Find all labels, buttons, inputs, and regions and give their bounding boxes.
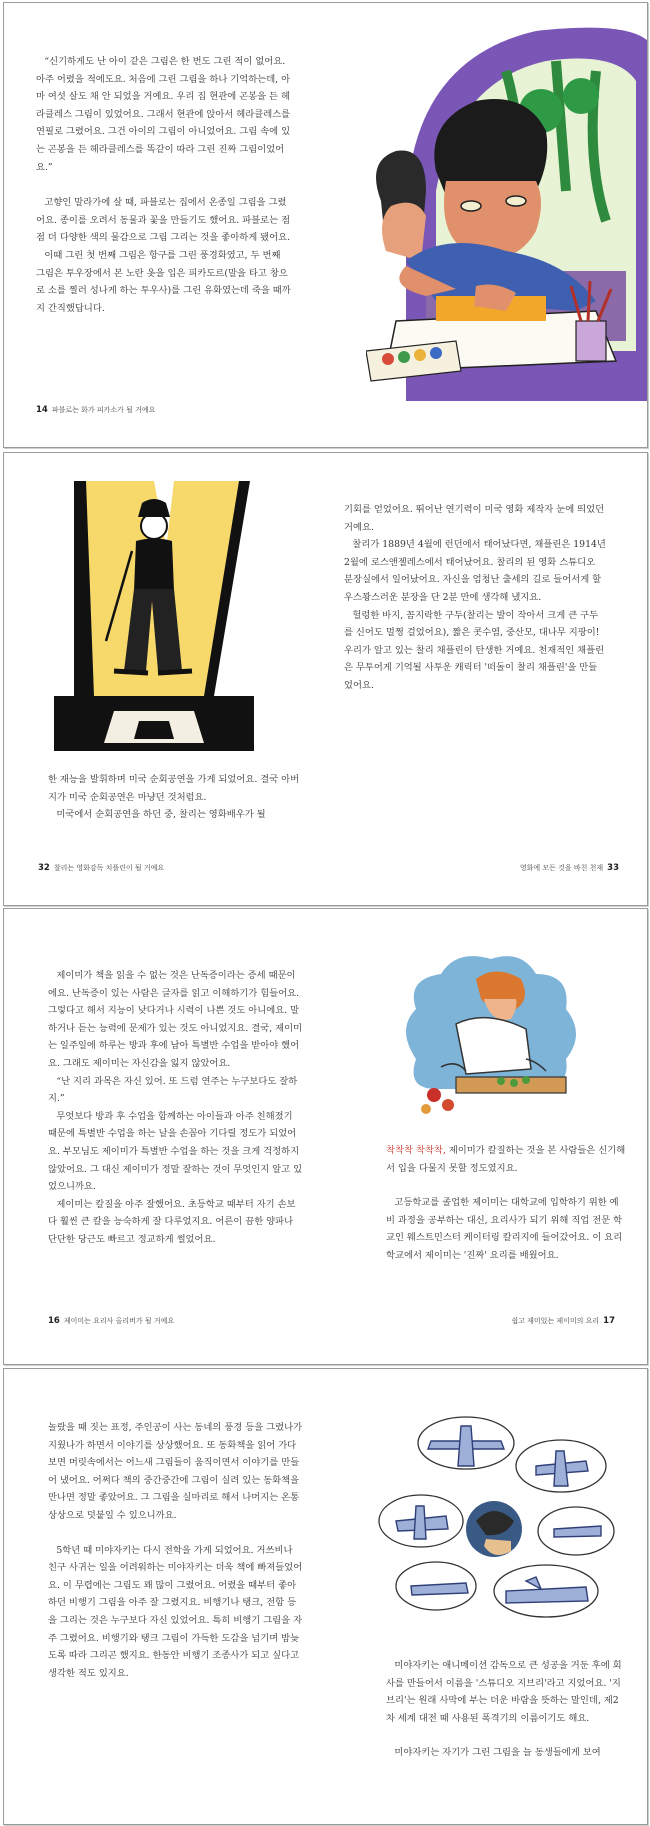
- running-title: 파블로는 화가 피카소가 될 거예요: [51, 406, 156, 414]
- body-text-right: [386, 1657, 626, 1762]
- running-title: 제이미는 요리사 올리버가 될 거예요: [63, 1317, 175, 1325]
- page-folio-left: [34, 863, 164, 873]
- page-folio-right: [511, 1316, 619, 1326]
- page-folio: [32, 405, 155, 415]
- paragraph: 놀랐을 때 짓는 표정, 주인공이 사는 동네의 풍경 등을 그렸나가 지웠나가 하면서 이야기를 상상했어요. 또 동화책을 읽어 가다 보면 머릿속에서는 어느새 그림들이 움직이면서 이야기를 만들어 냈어요. 어쩌다 책의 중간중간에 그림이 실려 있는 동화책을 만나면 정말 좋았어요. 그 그림을 실마리로 해서 나머지는 온통 상상으로 덧붙일 수 있으니까요.: [48, 1422, 303, 1521]
- paragraph: 미국에서 순회공연을 하던 중, 찰리는 영화배우가 될: [56, 809, 266, 821]
- body-text: [36, 53, 291, 317]
- running-title: 영화에 모든 것을 바친 천재: [519, 864, 604, 872]
- running-title: 찰리는 영화감독 치플린이 될 거예요: [53, 864, 165, 872]
- book-spread-miyazaki: [3, 1368, 648, 1825]
- page-number: 16: [48, 1316, 60, 1326]
- paragraph: 기회를 얻었어요. 뛰어난 연기력이 미국 영화 제작자 눈에 띄었던 거예요.: [344, 504, 605, 533]
- paragraph: 5학년 때 미야자키는 다시 전학을 가게 되었어요. 거쓰비나 친구 사귀는 일을 어려워하는 미야자키는 더욱 책에 빠져들었어요. 이 무렵에는 그림도 꽤 많이 그렸어요. 어렸을 때부터 좋아하던 비행기 그림을 아주 잘 그렸지요. 비행기나 탱크, 전함 등을 그리는 것은 누구보다 자신 있었어요. 특히 비행기 그림을 자주 그렸어요. 비행기와 탱크 그림이 가득한 도감을 넘기며 밤늦도록 따라 그리곤 했지요. 한동안 비행기 조종사가 되고 싶다고 생각한 적도 있지요.: [48, 1544, 303, 1679]
- paragraph: 미야자키는 애니메이션 감독으로 큰 성공을 거둔 후에 회사를 만들어서 이름을 '스튜디오 지브리'라고 지었어요. '지브리'는 원래 사막에 부는 더운 바람을 뜻하는 말인데, 제2차 세계 대전 때 사용된 폭격기의 이름이기도 해요.: [386, 1660, 622, 1724]
- paragraph: 무엇보다 방과 후 수업을 함께하는 아이들과 아주 친해졌기 때문에 특별반 수업을 하는 날을 손꼽아 기다릴 정도가 되었어요. 부모님도 제이미가 특별반 수업을 하는 것을 크게 걱정하지 않았어요. 그 대신 제이미가 정말 잘하는 것이 무엇인지 알고 있었으니까요.: [48, 1110, 303, 1193]
- paragraph: 제이미가 책을 읽을 수 없는 것은 난독증이라는 증세 때문이에요. 난독증이 있는 사람은 글자를 읽고 이해하기가 힘들어요. 그렇다고 해서 지능이 낮다거나 시력이 나쁜 것도 아니에요. 말하거나 듣는 능력에 문제가 있는 것도 아니었지요. 결국, 제이미는 일주일에 하루는 방과 후에 남아 특별반 수업을 받아야 했어요. 그래도 제이미는 자신감을 잃지 않았어요.: [48, 970, 303, 1069]
- book-spread-picasso: [3, 2, 648, 448]
- paragraph: 미야자키는 자기가 그린 그림을 늘 동생들에게 보여: [394, 1747, 601, 1759]
- page-number: 14: [36, 405, 48, 415]
- body-text-right: [344, 501, 606, 695]
- page-number: 32: [38, 863, 50, 873]
- paragraph: 고등학교를 졸업한 제이미는 대학교에 입학하기 위한 예비 과정을 공부하는 대신, 요리사가 되기 위해 직업 전문 학교인 웨스트민스터 케이터링 칼리지에 들어갔어요. 이 요리 학교에서 제이미는 '진짜' 요리를 배웠어요.: [386, 1197, 623, 1261]
- paragraph: “난 지리 과목은 자신 있어. 또 드럼 연주는 누구보다도 잘하지.”: [48, 1075, 298, 1105]
- paragraph: “신기하게도 난 아이 같은 그림은 한 번도 그린 적이 없어요. 아주 어렸을 적에도요. 처음에 그린 그림을 하나 기억하는데, 아마 여섯 살도 채 안 되었을 거예요. 우리 집 현관에 곤봉을 든 헤라클레스 그림이 있었어요. 그래서 현관에 앉아서 헤라클레스를 연필로 그렸어요. 그건 아이의 그림이 아니었어요. 그림 속에 있는 곤봉을 든 헤라클레스를 똑같이 따라 그린 진짜 그림이었어요.”: [36, 56, 291, 173]
- miyazaki-airplane-dream-illustration: [376, 1411, 616, 1626]
- page-folio-left: [44, 1316, 174, 1326]
- page-number: 17: [603, 1316, 615, 1326]
- paragraph: 제이미는 칼질을 아주 잘했어요. 초등학교 때부터 자기 손보다 훨씬 큰 칼을 능숙하게 잘 다루었지요. 어른이 끔한 양파나 단단한 당근도 빠르고 정교하게 썰었어요.: [48, 1198, 296, 1245]
- paragraph-text: 제이미가 칼질하는 것을 본 사람들은 신기해서 입을 다물지 못할 정도였지요.: [386, 1145, 626, 1174]
- running-title: 쉽고 재미있는 제이미의 요리: [511, 1317, 600, 1325]
- page-folio-right: [520, 863, 623, 873]
- jamie-chopping-illustration: [396, 949, 586, 1121]
- paragraph: 고향인 말라가에 살 때, 파블로는 집에서 온종일 그림을 그렸어요. 종이를 오려서 동물과 꽃을 만들기도 했어요. 파블로는 점점 더 다양한 색의 물감으로 그림 그리는 것을 좋아하게 됐어요.: [36, 197, 291, 244]
- paragraph: 헐렁한 바지, 꼼지락한 구두(찰리는 발이 작아서 크게 큰 구두를 신어도 멀쩡 걸었어요), 짧은 콧수염, 중산모, 대나무 지팡이! 우리가 알고 있는 찰리 채플린이 탄생한 거예요. 천재적인 채플린은 무투어게 기억될 사투운 캐릭터 '떠돌이 찰리 채플린'을 만들었어요.: [344, 609, 605, 691]
- paragraph: [386, 1142, 626, 1177]
- book-spread-chaplin: [3, 452, 648, 906]
- picasso-child-painting-illustration: [366, 21, 648, 401]
- body-text-left: [48, 1419, 303, 1682]
- paragraph: 이때 그린 첫 번째 그림은 항구를 그린 풍경화였고, 두 번째 그림은 투우장에서 본 노란 옷을 입은 피카도르(말을 타고 창으로 소를 찔러 성나게 하는 투우사)를 그린 유화였는데 죽을 때까지 간직했답니다.: [36, 249, 291, 314]
- paragraph: 한 재능을 발휘하며 미국 순회공연을 가게 되었어요. 결국 아버지가 미국 순회공연은 마냥던 것처럼요.: [48, 774, 300, 803]
- page-number: 33: [607, 863, 619, 873]
- body-text-right: [386, 1142, 626, 1265]
- paragraph: 찰리가 1889년 4월에 런던에서 태어났다면, 채플린은 1914년 2월에 로스앤젤레스에서 태어났어요. 찰리의 된 영화 스튜디오 분장실에서 일어났어요. 자신을 엄청난 출세의 길로 들어서게 할 우스꽝스러운 분장을 단 2분 만에 생각해 냈지요.: [344, 539, 606, 603]
- chaplin-spotlight-illustration: [54, 481, 254, 751]
- onomatopoeia-highlight: 착착착 착착착,: [386, 1145, 446, 1156]
- body-text-left: [48, 771, 303, 824]
- body-text-left: [48, 967, 303, 1249]
- book-spread-jamie: [3, 908, 648, 1365]
